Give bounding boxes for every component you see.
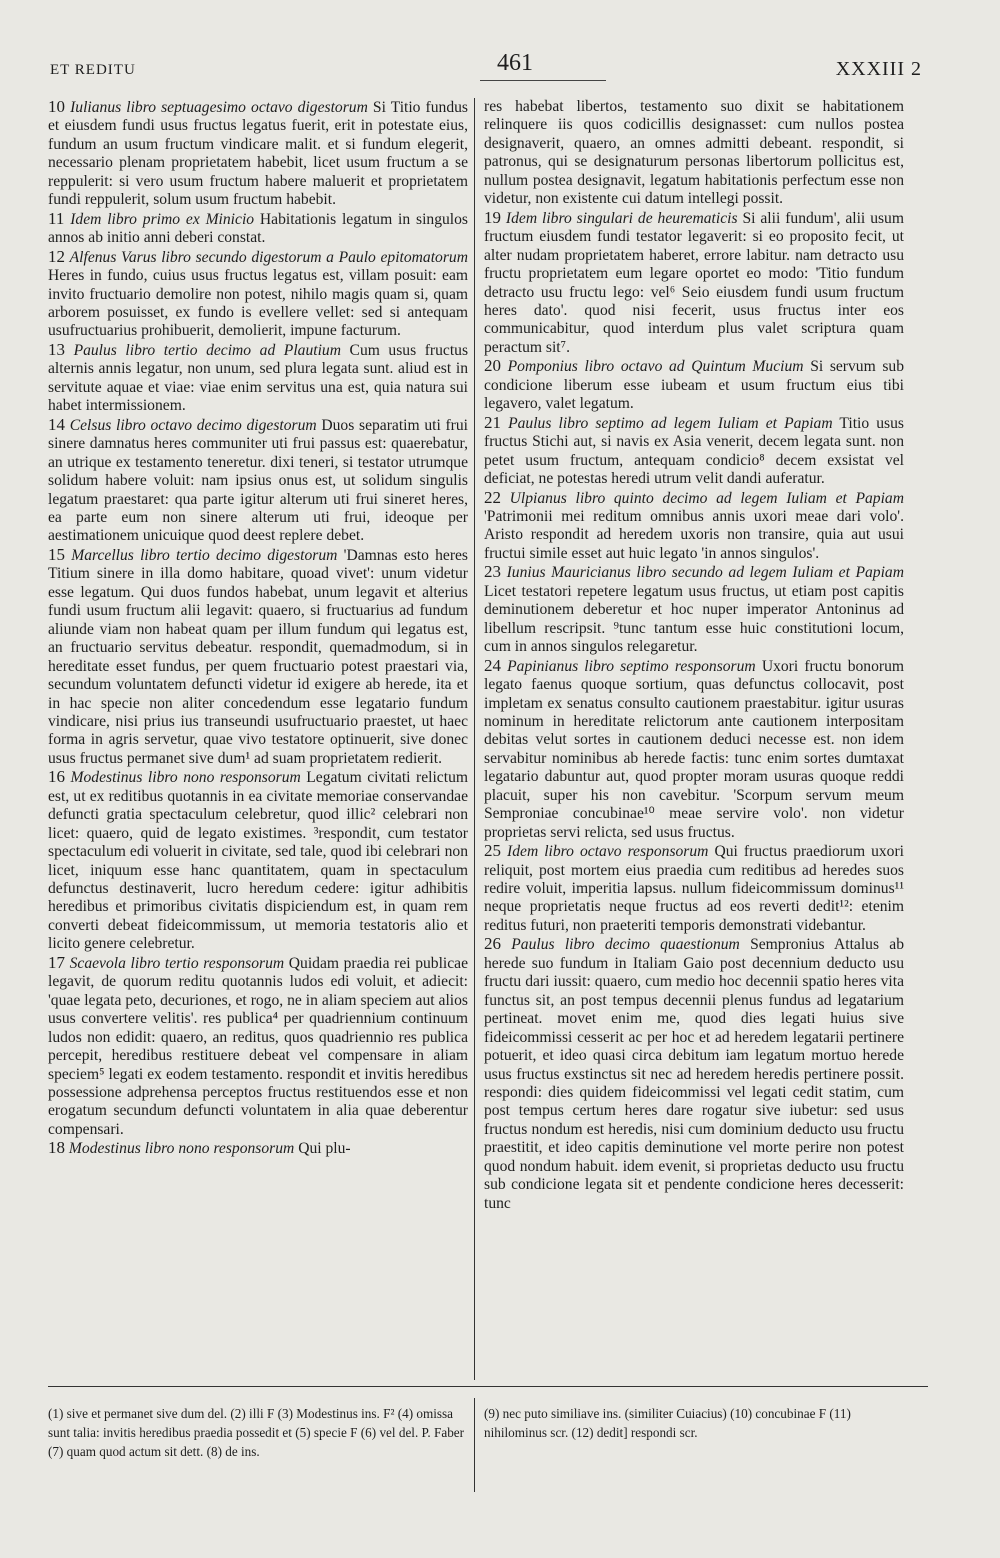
entry-text: Qui fructus praediorum uxori reliquit, post mortem eius praedia cum reditibus ad heredes suos redire voluit, imperitia lapsus. nullum fideicommissum dominus¹¹ neque proprietatis neque fructus ad eos reverti dedit¹²: etenim reditus futuri, non praeteriti temporis demonstrati videbantur.: [484, 843, 904, 934]
entry-number: 23: [484, 562, 501, 582]
entry-number: 15: [48, 544, 65, 564]
entry-number: 13: [48, 339, 65, 359]
entry-text: 'Patrimonii mei reditum omnibus annis uxori meae dari volo'. Aristo respondit ad heredem uxoris non transire, quia aut usui fructui simile esset aut huic legato 'in annos singulos'.: [484, 507, 904, 562]
law-entry: [484, 842, 904, 935]
entry-number: 14: [48, 414, 65, 434]
entry-number: 24: [484, 655, 501, 675]
entry-text: Si servum sub condicione liberum esse iubeam et usum fructum eius tibi legavero, valet legatum.: [484, 358, 904, 413]
column-divider: [474, 98, 475, 1380]
entry-source: Paulus libro septimo ad legem Iuliam et Papiam: [508, 414, 833, 432]
entry-source: Idem libro singulari de heurematicis: [505, 209, 738, 227]
footnotes-left: (1) sive et permanet sive dum del. (2) illi F (3) Modestinus ins. F² (4) omissa sunt talia: invitis heredibus praedia possedit et (5) specie F (6) vel del. P. Faber (7) quam quod actum sit dett. (8) de ins.: [48, 1406, 465, 1459]
entry-source: Idem libro octavo responsorum: [507, 843, 709, 861]
footnotes-right: (9) nec puto similiave ins. (similiter Cuiacius) (10) concubinae F (11) nihilominus scr. (12) dedit] respondi scr.: [484, 1406, 851, 1440]
entry-number: 20: [484, 356, 501, 376]
entry-source: Marcellus libro tertio decimo digestorum: [71, 546, 338, 564]
law-entry: [484, 209, 904, 358]
entry-number: 26: [484, 934, 501, 954]
entry-text: Si Titio fundus et eiusdem fundi usus fructus legatus fuerit, erit in potestate eius, fundum an usum fructum vindicare malit. et si fundum elegerit, necessario plenam proprietatem habebit, licet usum fructum a se reppulerit: si vero usum fructum habere maluerit et proprietatem fundi reppulerit, solum usum fructum habebit.: [48, 99, 468, 209]
entry-text: Cum usus fructus alternis annis legatur, non unum, sed plura legata sunt. aliud est in servitute aquae et viae: viae enim servitus una est, quia natura sui habet intermissionem.: [48, 341, 468, 415]
entry-number: 12: [48, 246, 65, 266]
entry-source: Modestinus libro nono responsorum: [70, 769, 301, 787]
entry-text: Uxori fructu bonorum legato faenus quoque sortium, quas defunctus collocavit, post impletam ex senatus consulto cautionem praestabitur. igitur usuras nominum in hereditate relictorum ante cautionem interpositam debitas velut sortes in cautionem deduci necesse est. non idem servabitur nominibus ab herede factis: tunc enim sortes dumtaxat legatario dabuntur aut, quod propter moram usuras quoque reddi placuit, super his non cavebitur. 'Scorpum servum meum Semproniae concubinae¹⁰ meae servire volo'. non videtur proprietas servi relicta, sed usus fructus.: [484, 657, 904, 841]
entry-text: Licet testatori repetere legatum usus fructus, ut etiam post capitis deminutionem deberetur et hoc nuper imperator Antoninus ad libellum rescripsit. ⁹tunc tantum esse huic constitutioni locum, cum in annos singulos relegaretur.: [484, 582, 904, 656]
law-entry: [48, 248, 468, 341]
entry-number: 10: [48, 98, 65, 116]
entry-text: Sempronius Attalus ab herede suo fundum in Italiam Gaio post decennium deducto usu fructu dari iussit: quaero, cum medio hoc decennii spatio heres vita functus sit, an post tempus decennii plenus fundus ad legatarium pertineat. movet enim me, quod dies legati huius sive fideicommissi cesserit ac per hoc et ad heredem legatarii pertinere potuerit, et ideo quasi circa debitum iam legatum mortuo herede usus fructus exstinctus sit nec ad heredem heredis pertinere possit. respondi: dies quidem fideicommissi vel legati cedit statim, cum post tempus certum heres dare rogatur sive iubetur: sed usus fructus nondum est heredis, nisi cum dominium deducto usu fructu praestitit, et ideo capitis deminutione vel morte perire non potest quod nondum habuit. idem evenit, si proprietas deducto usu fructu sub condicione legata sit et pendente condicione heres decesserit: tunc: [484, 936, 904, 1212]
entry-number: 16: [48, 767, 65, 787]
page-header: [50, 50, 922, 86]
law-entry: [48, 341, 468, 416]
law-entry: [484, 489, 904, 564]
law-entry: [484, 414, 904, 489]
entry-source: Iunius Mauricianus libro secundo ad legem Iuliam et Papiam: [506, 564, 904, 582]
entry-source: Iulianus libro septuagesimo octavo digestorum: [70, 99, 368, 116]
law-entry: [48, 98, 468, 210]
law-entry: [484, 357, 904, 413]
law-entry: [484, 98, 904, 209]
running-title: ET REDITU: [50, 62, 136, 78]
page-number: 461: [497, 50, 533, 76]
entry-number: 19: [484, 207, 501, 227]
entry-number: 21: [484, 412, 501, 432]
entry-number: 22: [484, 487, 501, 507]
law-entry: [48, 416, 468, 546]
entry-number: 18: [48, 1138, 65, 1158]
entry-source: Paulus libro decimo quaestionum: [511, 936, 740, 954]
law-entry: [484, 563, 904, 656]
entry-source: Papinianus libro septimo responsorum: [507, 657, 756, 675]
entry-source: Scaevola libro tertio responsorum: [69, 954, 285, 972]
law-entry: [484, 935, 904, 1213]
entry-text: 'Damnas esto heres Titium sinere in illa domo habitare, quoad vivet': unum videtur esse legatum. Qui duos fundos habebat, unum legavit et alterius fundi usum fructum alii legavit: quaero, si fructuarius ad fundum aliunde viam non habeat quam per illum fundum qui legatus est, an fructuario servitus debeatur. respondit, quemadmodum, si in hereditate esset fundus, per quem fructuario potest praestari via, secundum voluntatem defuncti videtur id exigere ab herede, ita et in hac specie non aliter concedendum esse legatario fundum vindicare, nisi prius ius transeundi usufructuario praestet, ut haec forma in agris servetur, quae vivo testatore optinuerit, sive donec usus fructus permanet sive dum¹ ad suam proprietatem redierit.: [48, 546, 468, 767]
law-entry: [48, 210, 468, 248]
section-reference: XXXIII 2: [835, 58, 922, 80]
entry-source: Idem libro primo ex Minicio: [70, 210, 255, 228]
entry-text: Legatum civitati relictum est, ut ex reditibus quotannis in ea civitate memoriae conservandae defuncti gratia spectaculum celebretur, quod illic² celebrari non licet: quaero, quid de legato existimes. ³respondit, cum testator spectaculum edi voluerit in civitate, sed tale, quod ibi celebrari non licet, iniquum esse hanc quantitatem, quam in spectaculum defunctus destinaverit, lucro heredum cedere: igitur adhibitis heredibus et primoribus civitatis dispiciendum est, in quam rem converti debeat fideicommissum, ut memoria testatoris alio et licito genere celebretur.: [48, 769, 468, 953]
left-text-column: [48, 98, 468, 1378]
entry-text: Qui plu-: [298, 1140, 351, 1158]
right-text-column: [484, 98, 904, 1378]
entry-number: 11: [48, 208, 65, 228]
entry-text: Heres in fundo, cuius usus fructus legatus est, villam posuit: eam invito fructuario demolire non potest, nihilo magis quam si, quam arborem posuisset, ex fundo is evellere vellet: sed si antequam usufructuarius prohibuerit, demolierit, impune facturum.: [48, 267, 468, 340]
footnote-rule: [48, 1386, 928, 1387]
entry-source: Celsus libro octavo decimo digestorum: [69, 416, 317, 434]
header-rule: [480, 80, 606, 81]
entry-text: Duos separatim uti frui sinere damnatus heres communiter uti frui passus est: quaerebatur, an utrique ex testamento teneretur. dixi teneri, si testator utrumque solidum habere voluit: nam ipsius onus est, ut solidum singulis legatum praestaret: qua parte igitur alterum uti frui sineret heres, ea parte eum non sinere alterum uti frui, ideoque per aestimationem unicuique quod deest replere debet.: [48, 416, 468, 545]
law-entry: [48, 954, 468, 1140]
entry-text: Habitationis legatum in singulos annos ab initio anni deberi constat.: [48, 210, 468, 247]
entry-text: res habebat libertos, testamento suo dixit se habitationem relinquere iis quos codicillis designasset: cum nullos postea designaverit, quaero, an omnes admitti debeant. respondit, si patronus, qui se designaturum personas libertorum pollicitus est, nullum postea designavit, legatum habitationis perfectum esse non videtur, non existente cui datum intellegi possit.: [484, 98, 904, 208]
law-entry: [48, 1139, 468, 1158]
entry-number: 25: [484, 841, 501, 861]
law-entry: [48, 768, 468, 954]
footnote-divider: [474, 1398, 475, 1492]
entry-text: Quidam praedia rei publicae legavit, de quorum reditu quotannis ludos edi voluit, et adiecit: 'quae legata peto, decuriones, et rogo, ne in aliam speciem aut alios usus convertere velitis'. res publica⁴ per quadriennium continuum ludos non edidit: quaero, an reditus, quos quadriennio res publica percepit, heredibus restituere debeat vel compensare in aliam speciem⁵ legati ex eodem testamento. respondit et invitis heredibus possessione adprehensa perceptos fructus restituendos esse et non erogatum secundum defuncti voluntatem in alia quae deberentur compensari.: [48, 954, 468, 1138]
entry-source: Pomponius libro octavo ad Quintum Mucium: [507, 358, 804, 376]
law-entry: [48, 546, 468, 768]
entry-text: Titio usus fructus Stichi aut, si navis ex Asia venerit, decem legata sunt. non petet usum fructum, antequam condicio⁸ decem exsistat vel deficiat, ne potestas heredi utrum velit dandi auferatur.: [484, 414, 904, 488]
entry-source: Alfenus Varus libro secundo digestorum a Paulo epitomatorum: [69, 248, 468, 266]
entry-source: Paulus libro tertio decimo ad Plautium: [73, 341, 341, 359]
entry-source: Ulpianus libro quinto decimo ad legem Iuliam et Papiam: [509, 489, 904, 507]
entry-text: Si alii fundum', alii usum fructum eiusdem fundi testator legaverit: si eo proposito fecit, ut alter nudam proprietatem haberet, errore labitur. nam detracto usu fructu proprietatem eum legare oportet eo modo: 'Titio fundum detracto usu fructu lego: vel⁶ Seio eiusdem fundi usum fructum heres dato'. quod nisi fecerit, usus fructus inter eos communicabitur, quod interdum plus valet scriptura quam peractum sit⁷.: [484, 209, 904, 356]
entry-source: Modestinus libro nono responsorum: [68, 1140, 295, 1158]
entry-number: 17: [48, 952, 65, 972]
law-entry: [484, 657, 904, 843]
